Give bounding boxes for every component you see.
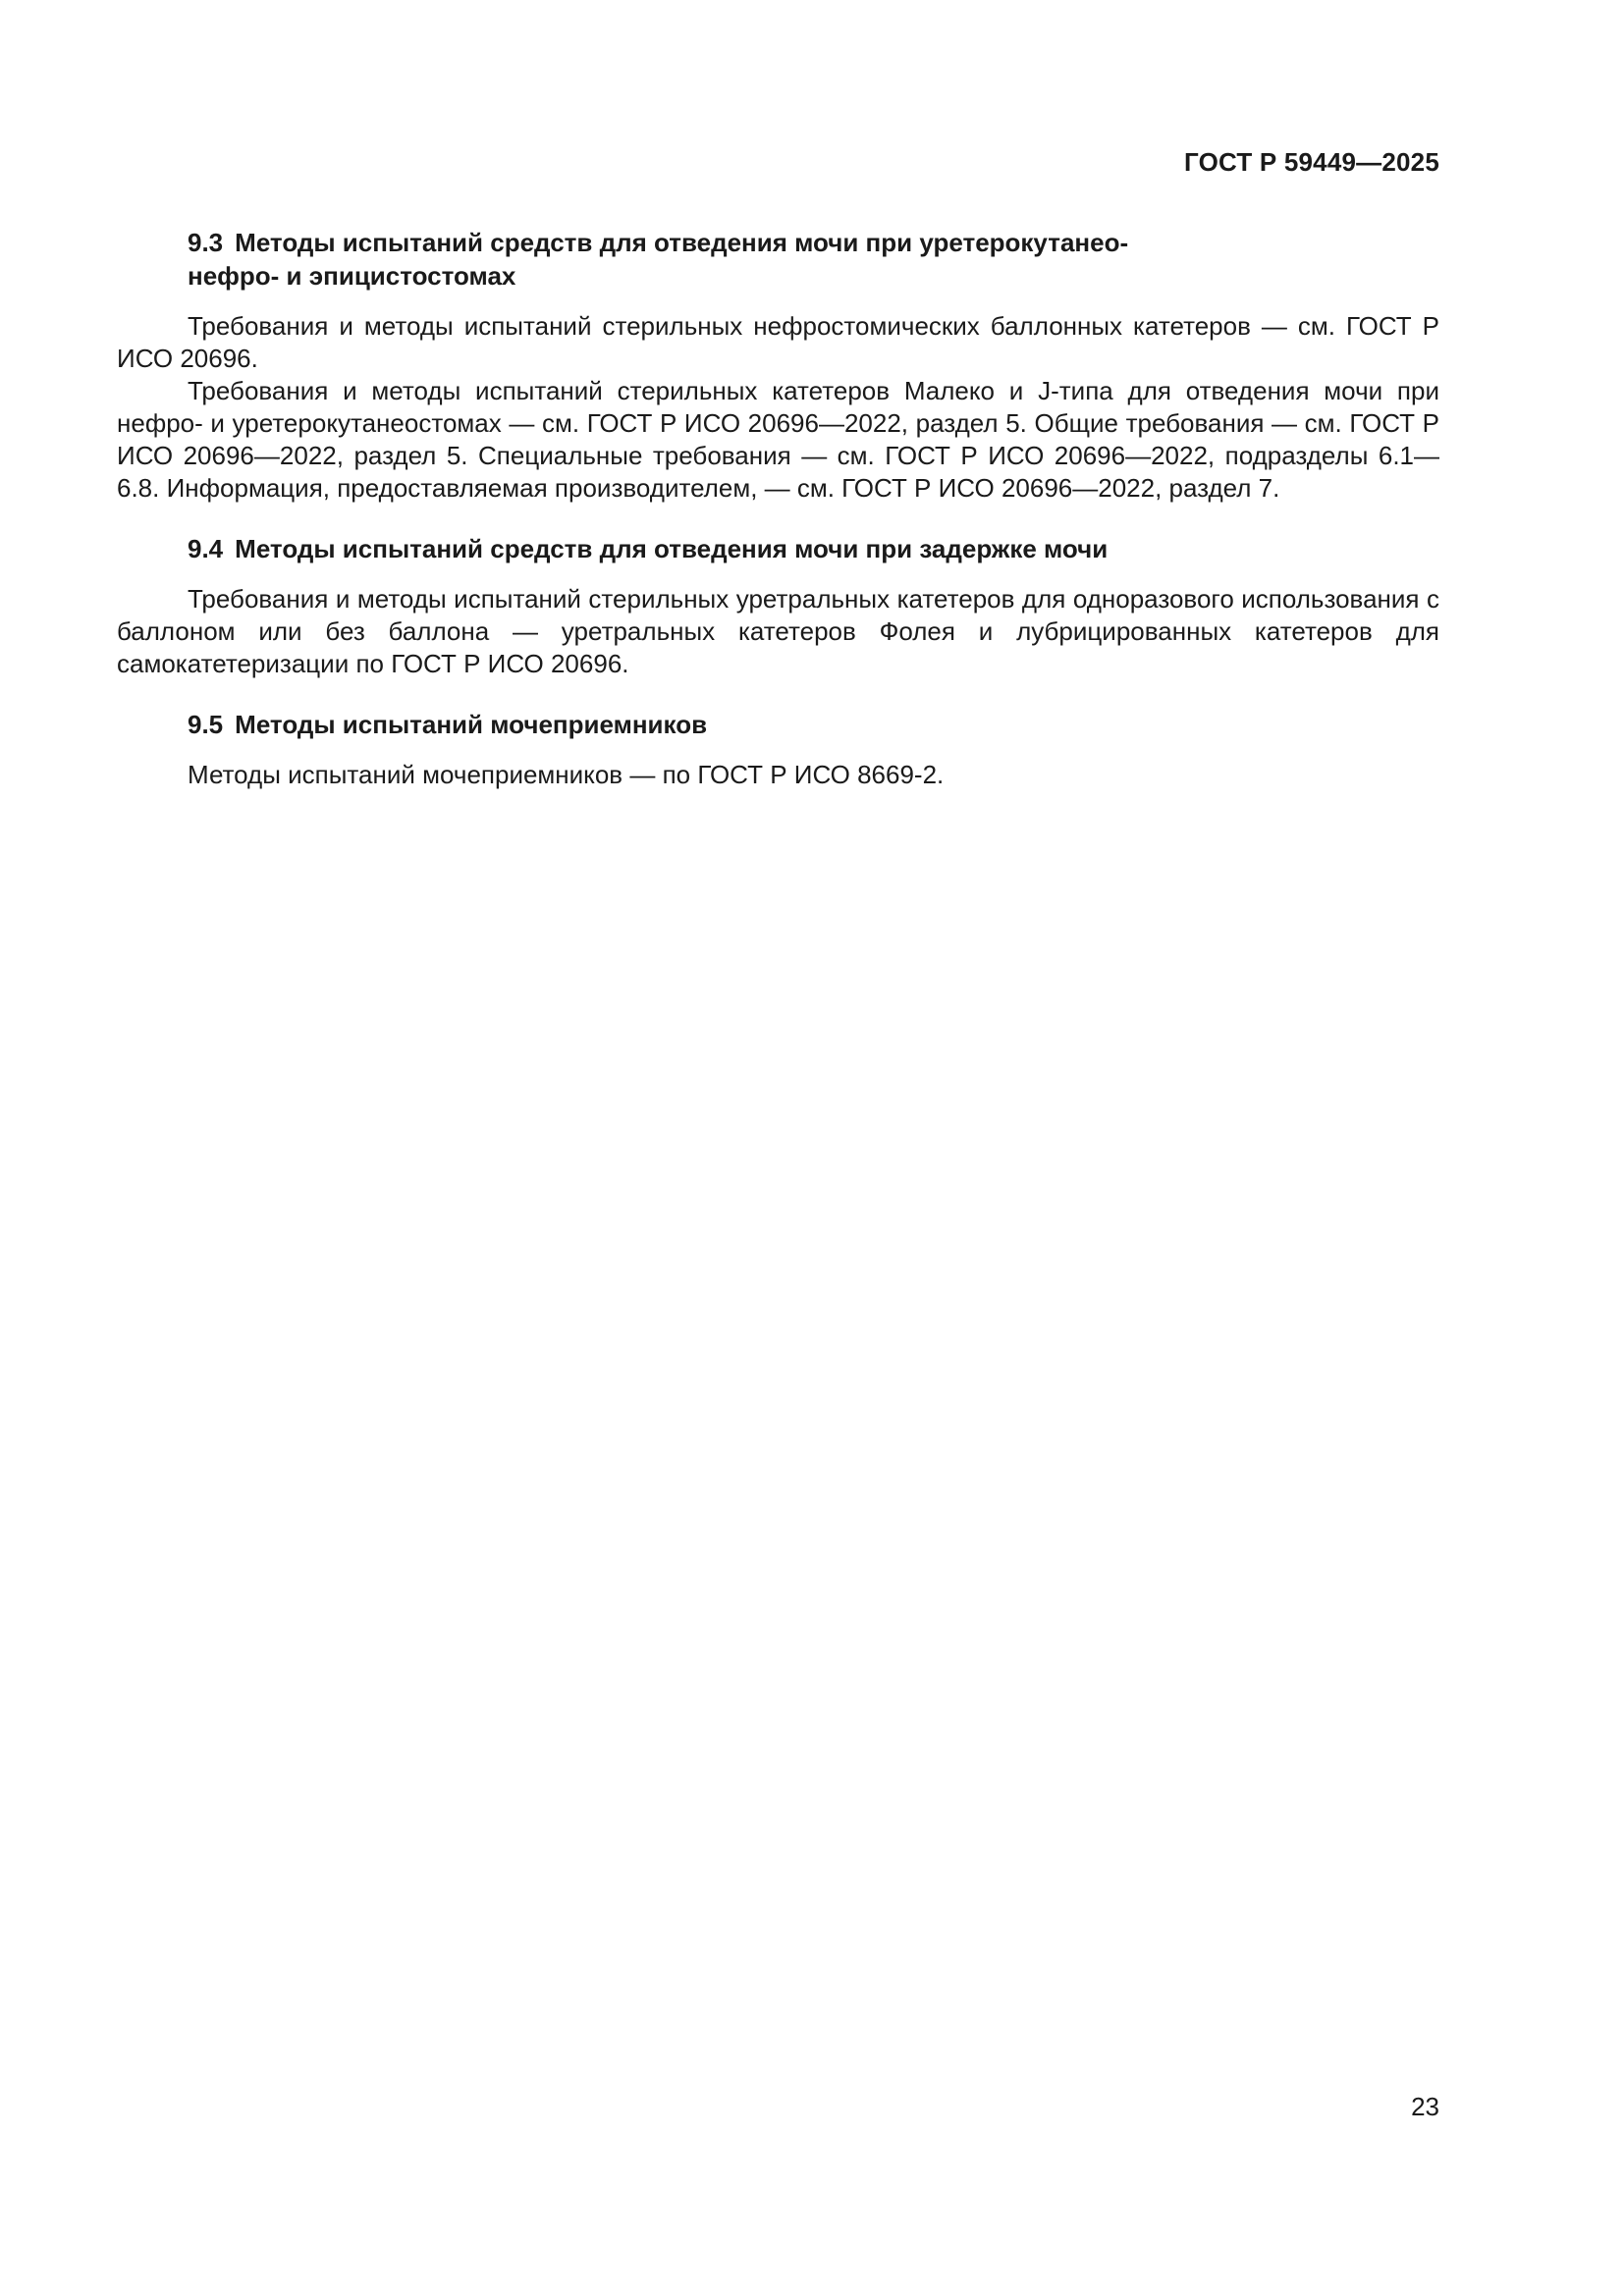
section-title-text: Методы испытаний средств для отведения мочи при задержке мочи	[235, 534, 1109, 563]
section-9-4	[117, 532, 1439, 680]
section-title-text: Методы испытаний мочеприемников	[235, 710, 708, 739]
section-9-5	[117, 708, 1439, 791]
paragraph: Требования и методы испытаний стерильных уретральных катетеров для одноразового использования с баллоном или без баллона — уретральных катетеров Фолея и лубрицированных катетеров для самокатетеризации по ГОСТ Р ИСО 20696.	[117, 584, 1439, 678]
document-body	[117, 226, 1439, 819]
section-title-text: Методы испытаний средств для отведения мочи при уретерокутанео-	[235, 228, 1129, 257]
section-9-3	[117, 226, 1439, 505]
paragraph: Методы испытаний мочеприемников — по ГОСТ Р ИСО 8669-2.	[188, 760, 945, 789]
section-title	[117, 708, 1439, 741]
document-id-header: ГОСТ Р 59449—2025	[1184, 147, 1439, 177]
section-title-text-continued: нефро- и эпицистостомах	[188, 261, 516, 291]
section-title	[117, 226, 1439, 293]
section-title	[117, 532, 1439, 565]
page-number: 23	[1411, 2092, 1439, 2121]
section-number: 9.3	[188, 228, 224, 257]
section-number: 9.4	[188, 534, 224, 563]
paragraph: Требования и методы испытаний стерильных нефростомических баллонных катетеров — см. ГОСТ Р ИСО 20696.	[117, 311, 1439, 373]
paragraph: Требования и методы испытаний стерильных катетеров Малеко и J-типа для отведения мочи при нефро- и уретерокутанеостомах — см. ГОСТ Р ИСО 20696—2022, раздел 5. Общие требования — см. ГОСТ Р ИСО 20696—2022, раздел 5. Специальные требования — см. ГОСТ Р ИСО 20696—2022, подразделы 6.1—6.8. Информация, предоставляемая производителем, — см. ГОСТ Р ИСО 20696—2022, раздел 7.	[117, 376, 1439, 503]
section-number: 9.5	[188, 710, 224, 739]
